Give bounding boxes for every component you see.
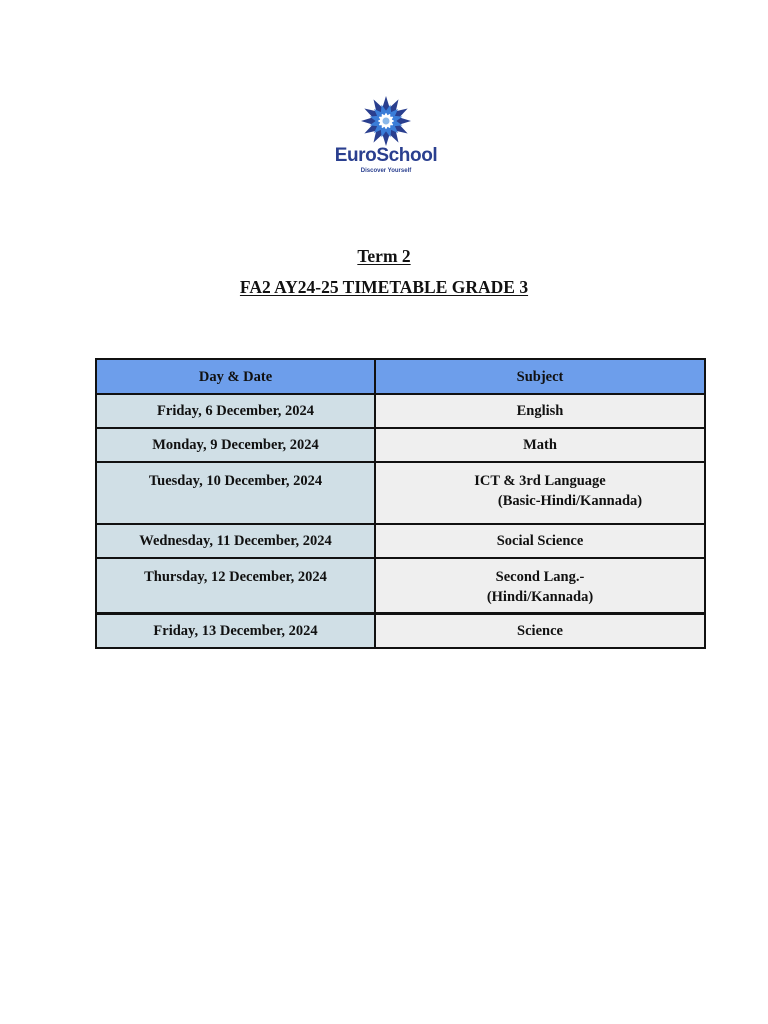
day-date-cell: Tuesday, 10 December, 2024 [96,462,375,524]
column-header-day-date: Day & Date [96,359,375,394]
day-date-cell: Friday, 13 December, 2024 [96,614,375,649]
subject-line: Science [517,623,563,639]
timetable [95,358,706,649]
subject-line: Math [523,437,557,453]
day-date-cell: Thursday, 12 December, 2024 [96,558,375,614]
subject-cell [375,462,705,524]
subject-line: Social Science [496,533,584,549]
logo-tagline: Discover Yourself [360,168,412,174]
page-title: FA2 AY24-25 TIMETABLE GRADE 3 [239,277,529,297]
subject-line: English [516,403,564,419]
table-header-row [96,359,705,394]
subject-line: ICT & 3rd Language [474,473,606,489]
subject-line: (Hindi/Kannada) [486,589,594,605]
subject-cell [375,428,705,462]
subject-cell [375,614,705,649]
subject-cell [375,394,705,428]
subject-cell [375,524,705,558]
day-date-cell: Friday, 6 December, 2024 [96,394,375,428]
subject-line: (Basic-Hindi/Kannada) [497,493,643,509]
star-flower-logo-icon [328,94,444,146]
table-row [96,394,705,428]
table-row [96,428,705,462]
table-row [96,462,705,524]
day-date-cell: Wednesday, 11 December, 2024 [96,524,375,558]
subject-line: Second Lang.- [495,569,585,585]
subject-cell [375,558,705,614]
term-heading: Term 2 [357,246,411,266]
euroschool-logo [328,94,444,180]
table-row [96,558,705,614]
logo-name: EuroSchool [334,145,438,166]
table-row [96,524,705,558]
day-date-cell: Monday, 9 December, 2024 [96,428,375,462]
column-header-subject: Subject [375,359,705,394]
table-row [96,614,705,649]
